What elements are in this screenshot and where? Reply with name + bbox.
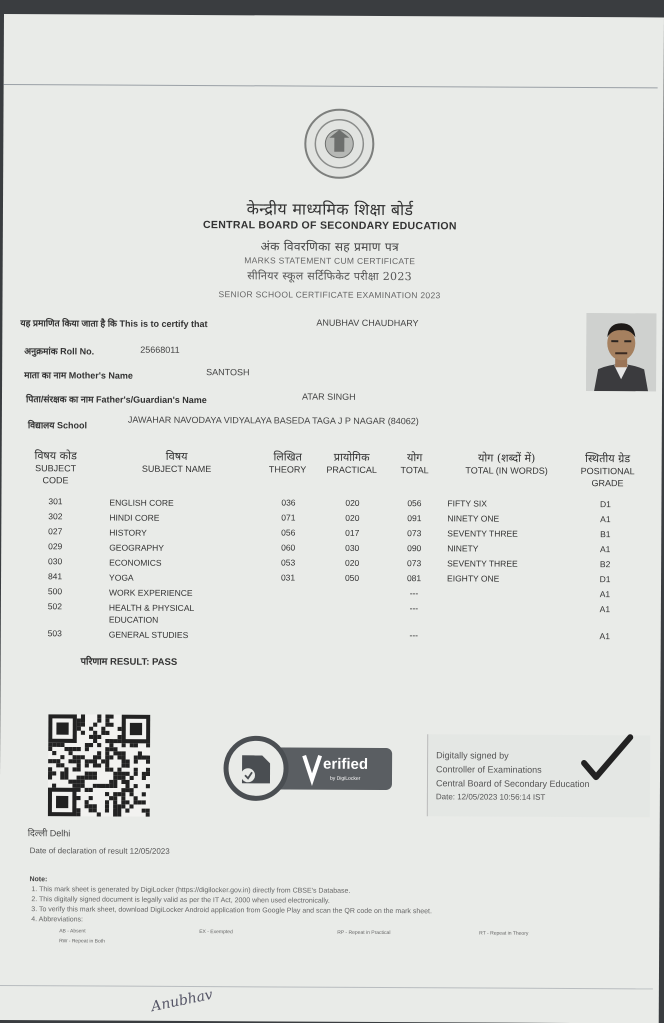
cell-code: 302 <box>35 511 75 521</box>
certify-label: यह प्रमाणित किया जाता है कि This is to certify that <box>20 316 207 330</box>
sign-date: Date: 12/05/2023 10:56:14 IST <box>436 792 545 802</box>
cbse-emblem-icon <box>303 108 375 180</box>
cell-grade: A1 <box>587 514 623 524</box>
header-total: योग TOTAL <box>392 452 438 476</box>
father-label: पिता/संरक्षक का नाम Father's/Guardian's Name <box>26 392 207 406</box>
cell-name: WORK EXPERIENCE <box>109 587 229 600</box>
cell-total: 073 <box>399 528 429 538</box>
father-name: ATAR SINGH <box>302 392 356 402</box>
cell-theory: 036 <box>273 497 303 507</box>
cell-words: SEVENTY THREE <box>447 558 567 569</box>
cell-code: 027 <box>35 526 75 536</box>
cell-words: NINETY ONE <box>447 513 567 524</box>
verified-text: erified <box>323 756 368 773</box>
marksheet-page <box>0 14 664 1023</box>
certificate-title-english: MARKS STATEMENT CUM CERTIFICATE <box>3 254 657 267</box>
marks-table <box>4 14 664 17</box>
cell-total: --- <box>399 630 429 640</box>
note-3: 3. To verify this mark sheet, download DigiLocker Android application from Google Play and scan the QR code on the mark sheet. <box>31 906 432 915</box>
abbr-absent: AB - Absent <box>59 928 85 934</box>
cell-name: ECONOMICS <box>109 557 229 570</box>
cell-grade: B2 <box>587 559 623 569</box>
cell-practical: 017 <box>337 528 367 538</box>
cell-grade: A1 <box>587 544 623 554</box>
sign-line-3: Central Board of Secondary Education <box>436 778 590 789</box>
abbr-repeat-theory: RT - Repeat in Theory <box>479 931 528 937</box>
verified-subtext: by DigiLocker <box>330 776 360 782</box>
cell-words: FIFTY SIX <box>447 498 567 509</box>
roll-label: अनुक्रमांक Roll No. <box>24 344 94 357</box>
cell-code: 301 <box>35 496 75 506</box>
mother-name: SANTOSH <box>206 367 249 377</box>
cell-name: GEOGRAPHY <box>109 542 229 555</box>
table-row <box>4 14 664 17</box>
person-photo-icon <box>586 313 656 391</box>
student-name: ANUBHAV CHAUDHARY <box>316 318 418 329</box>
cell-theory: 053 <box>273 557 303 567</box>
abbr-repeat-practical: RP - Repeat in Practical <box>337 930 390 936</box>
result-status: परिणाम RESULT: PASS <box>81 654 178 668</box>
cell-words: EIGHTY ONE <box>447 573 567 584</box>
cell-total: --- <box>399 603 429 613</box>
exam-title-english: SENIOR SCHOOL CERTIFICATE EXAMINATION 2023 <box>3 288 657 301</box>
note-4: 4. Abbreviations: <box>31 916 83 923</box>
student-photo <box>586 313 656 391</box>
cell-name: HISTORY <box>109 527 229 540</box>
cell-grade: B1 <box>587 529 623 539</box>
cell-total: 090 <box>399 543 429 553</box>
cell-grade: A1 <box>587 589 623 599</box>
cell-practical: 030 <box>337 543 367 553</box>
header-total-words: योग (शब्दों में) TOTAL (IN WORDS) <box>448 452 566 477</box>
note-2: 2. This digitally signed document is legally valid as per the IT Act, 2000 when used electronically. <box>31 896 329 905</box>
header-subject-name: विषय SUBJECT NAME <box>122 451 232 476</box>
cell-code: 029 <box>35 541 75 551</box>
cell-total: 056 <box>399 498 429 508</box>
handwritten-signature: Anubhav <box>150 987 214 1015</box>
cell-code: 502 <box>35 601 75 611</box>
table-row <box>4 14 664 17</box>
header-practical: प्रायोगिक PRACTICAL <box>320 452 384 476</box>
header-positional-grade: स्थितीय ग्रेड POSITIONAL GRADE <box>570 453 646 489</box>
cell-code: 841 <box>35 571 75 581</box>
table-row <box>4 14 664 17</box>
place-of-issue: दिल्ली Delhi <box>28 826 71 839</box>
header-subject-code: विषय कोड SUBJECT CODE <box>22 450 90 486</box>
cell-name: HEALTH & PHYSICAL EDUCATION <box>109 602 229 627</box>
cell-code: 500 <box>35 586 75 596</box>
cell-theory: 031 <box>273 572 303 582</box>
roll-number: 25668011 <box>140 345 179 355</box>
abbr-repeat-both: RW - Repeat in Both <box>59 938 105 944</box>
cell-code: 030 <box>35 556 75 566</box>
verified-badge-icon <box>222 733 398 804</box>
cell-words: NINETY <box>447 543 567 554</box>
cell-name: ENGLISH CORE <box>109 497 229 510</box>
cell-total: 091 <box>399 513 429 523</box>
qr-code-icon <box>48 714 151 817</box>
table-row <box>4 14 664 17</box>
abbr-exempted: EX - Exempted <box>199 929 233 935</box>
cell-total: 081 <box>399 573 429 583</box>
cell-grade: A1 <box>587 604 623 614</box>
sign-line-1: Digitally signed by <box>436 750 509 760</box>
declaration-date: Date of declaration of result 12/05/2023 <box>30 846 170 856</box>
cell-theory: 060 <box>273 542 303 552</box>
sign-line-2: Controller of Examinations <box>436 764 542 775</box>
cell-practical: 020 <box>337 498 367 508</box>
cell-practical: 050 <box>337 573 367 583</box>
mother-label: माता का नाम Mother's Name <box>24 368 133 382</box>
cell-practical: 020 <box>337 558 367 568</box>
checkmark-icon <box>578 733 634 783</box>
cell-practical: 020 <box>337 513 367 523</box>
cell-total: 073 <box>399 558 429 568</box>
cell-theory: 056 <box>273 527 303 537</box>
cell-grade: D1 <box>587 574 623 584</box>
table-row <box>4 14 664 17</box>
school-name: JAWAHAR NAVODAYA VIDYALAYA BASEDA TAGA J P NAGAR (84062) <box>128 415 419 427</box>
school-label: विद्यालय School <box>28 418 87 431</box>
table-row <box>4 14 664 17</box>
cell-name: GENERAL STUDIES <box>109 629 229 642</box>
cell-name: HINDI CORE <box>109 512 229 525</box>
header-theory: लिखित THEORY <box>260 451 316 475</box>
board-name-english: CENTRAL BOARD OF SECONDARY EDUCATION <box>3 218 657 233</box>
table-row <box>4 14 664 17</box>
cell-grade: D1 <box>587 499 623 509</box>
note-1: 1. This mark sheet is generated by DigiLocker (https://digilocker.gov.in) directly from CBSE's Database. <box>31 886 350 895</box>
cell-theory: 071 <box>273 512 303 522</box>
cell-total: --- <box>399 588 429 598</box>
cell-name: YOGA <box>109 572 229 585</box>
table-row <box>4 14 664 17</box>
notes-title: Note: <box>29 876 47 883</box>
exam-title-hindi: सीनियर स्कूल सर्टिफिकेट परीक्षा 2023 <box>3 267 657 285</box>
board-name-hindi: केन्द्रीय माध्यमिक शिक्षा बोर्ड <box>3 196 657 221</box>
cell-grade: A1 <box>587 631 623 641</box>
certificate-title-hindi: अंक विवरणिका सह प्रमाण पत्र <box>3 236 657 256</box>
cell-words: SEVENTY THREE <box>447 528 567 539</box>
table-row <box>4 14 664 17</box>
cell-code: 503 <box>35 628 75 638</box>
